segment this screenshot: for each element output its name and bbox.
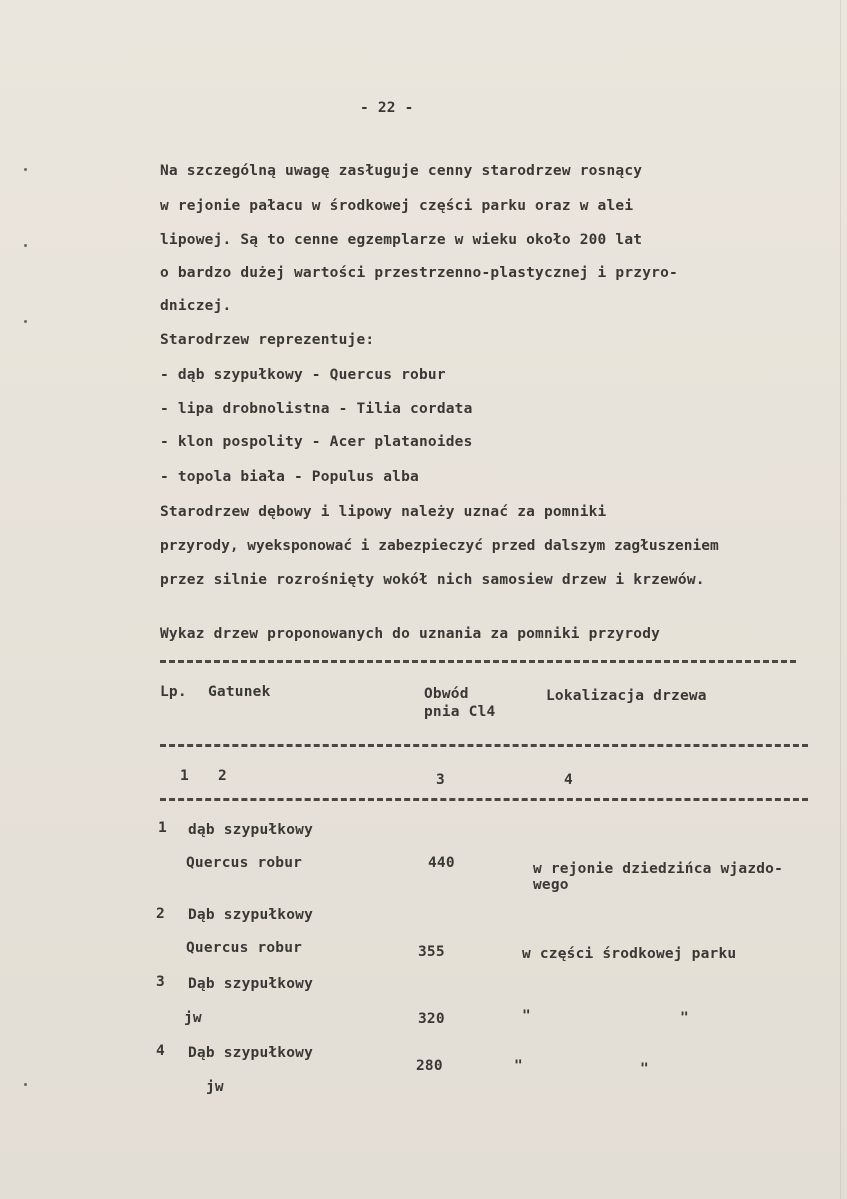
row-latin: jw: [184, 1010, 202, 1026]
row-latin: Quercus robur: [186, 940, 303, 956]
margin-speck: [24, 244, 27, 247]
table-title: Wykaz drzew proponowanych do uznania za pomniki przyrody: [160, 626, 661, 642]
column-number: 1: [180, 768, 189, 784]
row-lp: 3: [156, 974, 165, 990]
intro-line: dniczej.: [160, 298, 232, 314]
header-gatunek: Gatunek: [208, 684, 271, 700]
row-location: w rejonie dziedzińca wjazdo-: [533, 861, 784, 877]
species-item: - topola biała - Populus alba: [160, 469, 419, 485]
species-item: - lipa drobnolistna - Tilia cordata: [160, 401, 473, 417]
recommendation-line: Starodrzew dębowy i lipowy należy uznać za pomniki: [160, 504, 607, 520]
row-ditto: ": [522, 1008, 531, 1024]
margin-speck: [24, 320, 27, 323]
row-latin: Quercus robur: [186, 855, 303, 871]
row-name: Dąb szypułkowy: [188, 976, 314, 992]
row-obwod: 320: [418, 1011, 445, 1027]
row-location: w części środkowej parku: [522, 946, 737, 962]
header-lokalizacja: Lokalizacja drzewa: [546, 688, 707, 704]
row-lp: 4: [156, 1043, 165, 1059]
species-item: - dąb szypułkowy - Quercus robur: [160, 367, 446, 383]
row-ditto: ": [514, 1058, 523, 1074]
header-obwod-unit: pnia Cl4: [424, 704, 496, 720]
recommendation-line: przez silnie rozrośnięty wokół nich samosiew drzew i krzewów.: [160, 572, 705, 588]
column-number: 4: [564, 772, 573, 788]
recommendation-line: przyrody, wyeksponować i zabezpieczyć przed dalszym zagłuszeniem: [160, 538, 719, 554]
row-ditto: ": [640, 1061, 649, 1077]
table-rule: [160, 744, 808, 747]
page-edge: [840, 0, 841, 1199]
column-number: 2: [218, 768, 227, 784]
intro-line: o bardzo dużej wartości przestrzenno-plastycznej i przyro-: [160, 265, 678, 281]
intro-line: lipowej. Są to cenne egzemplarze w wieku około 200 lat: [160, 232, 643, 248]
row-name: Dąb szypułkowy: [188, 1045, 314, 1061]
row-obwod: 355: [418, 944, 445, 960]
page-number: - 22 -: [360, 100, 414, 116]
row-lp: 2: [156, 906, 165, 922]
species-item: - klon pospolity - Acer platanoides: [160, 434, 473, 450]
table-rule: [160, 660, 796, 663]
represent-heading: Starodrzew reprezentuje:: [160, 332, 375, 348]
row-location: wego: [533, 877, 569, 893]
margin-speck: [24, 1083, 27, 1086]
header-obwod: Obwód: [424, 686, 469, 702]
row-obwod: 280: [416, 1058, 443, 1074]
margin-speck: [24, 168, 27, 171]
row-lp: 1: [158, 820, 167, 836]
row-ditto: ": [680, 1010, 689, 1026]
row-name: dąb szypułkowy: [188, 822, 314, 838]
row-name: Dąb szypułkowy: [188, 907, 314, 923]
row-latin: jw: [206, 1079, 224, 1095]
intro-line: w rejonie pałacu w środkowej części parku oraz w alei: [160, 198, 634, 214]
row-obwod: 440: [428, 855, 455, 871]
intro-line: Na szczególną uwagę zasługuje cenny starodrzew rosnący: [160, 163, 643, 179]
header-lp: Lp.: [160, 684, 187, 700]
column-number: 3: [436, 772, 445, 788]
table-rule: [160, 798, 808, 801]
